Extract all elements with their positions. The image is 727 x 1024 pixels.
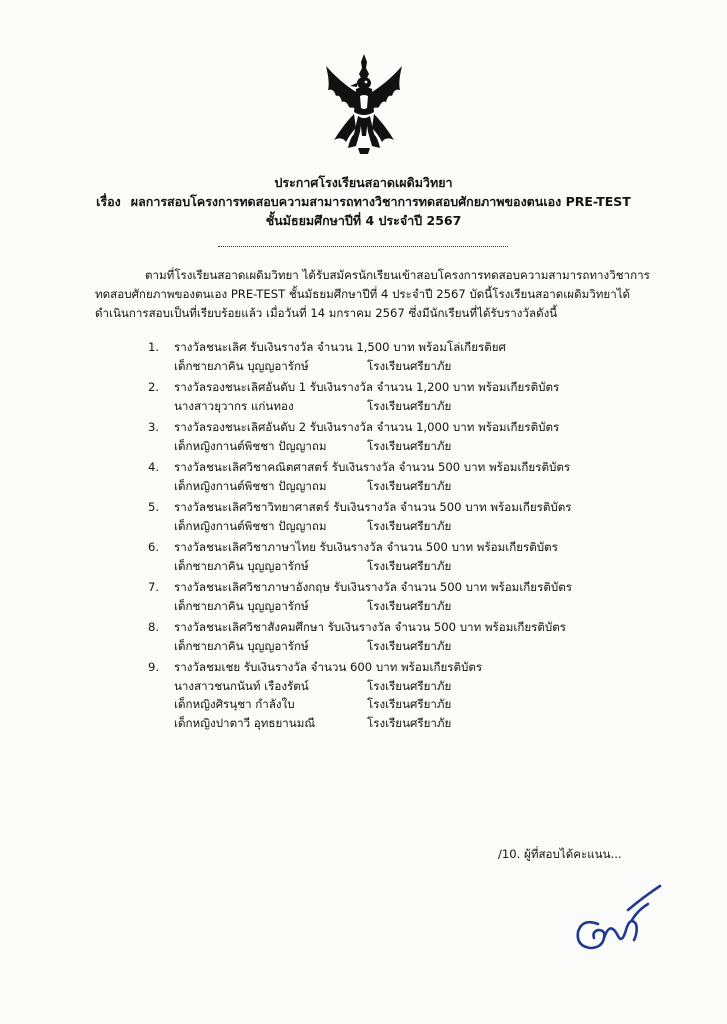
- winner-school: โรงเรียนศรียาภัย: [367, 715, 452, 730]
- award-item: [148, 538, 668, 575]
- winner-row: [148, 597, 668, 616]
- winner-name: เด็กชายภาคิน บุญญอารักษ์: [174, 358, 309, 373]
- winner-name: เด็กชายภาคิน บุญญอารักษ์: [174, 638, 309, 653]
- award-title: [148, 418, 668, 437]
- award-description: รางวัลชนะเลิศวิชาภาษาอังกฤษ รับเงินรางวัล จำนวน 500 บาท พร้อมเกียรติบัตร: [174, 580, 572, 594]
- award-description: รางวัลชมเชย รับเงินรางวัล จำนวน 600 บาท พร้อมเกียรติบัตร: [174, 660, 483, 674]
- award-number: 1.: [148, 340, 160, 354]
- award-description: รางวัลชนะเลิศวิชาคณิตศาสตร์ รับเงินรางวัล จำนวน 500 บาท พร้อมเกียรติบัตร: [174, 460, 571, 474]
- award-title: [148, 538, 668, 557]
- winner-name: เด็กหญิงปาตาวี อุทธยานมณี: [174, 715, 316, 730]
- winner-name: เด็กหญิงกานต์พิชชา ปัญญาถม: [174, 518, 327, 533]
- continuation-note: /10. ผู้ที่สอบได้คะแนน...: [498, 847, 622, 861]
- announcement-grade-year: ชั้นมัธยมศึกษาปีที่ 4 ประจำปี 2567: [265, 213, 462, 228]
- winner-name: เด็กหญิงกานต์พิชชา ปัญญาถม: [174, 478, 327, 493]
- award-number: 2.: [148, 380, 160, 394]
- winner-name: เด็กหญิงศิรนุชา กำลังใบ: [174, 697, 295, 711]
- award-number: 6.: [148, 540, 160, 554]
- award-number: 3.: [148, 420, 160, 434]
- intro-paragraph: [95, 266, 680, 323]
- subject-label: เรื่อง: [96, 194, 121, 209]
- winner-school: โรงเรียนศรียาภัย: [367, 398, 452, 413]
- winner-row: [148, 477, 668, 496]
- award-title: [148, 618, 668, 637]
- award-number: 4.: [148, 460, 160, 474]
- award-title: [148, 378, 668, 397]
- signature-icon: [568, 880, 668, 960]
- award-item: [148, 458, 668, 495]
- winner-row: [148, 695, 668, 714]
- subject-text: ผลการสอบโครงการทดสอบความสามารถทางวิชาการทดสอบศักยภาพของตนเอง PRE-TEST: [130, 194, 631, 209]
- award-item: [148, 658, 668, 732]
- winner-row: [148, 397, 668, 416]
- award-number: 5.: [148, 500, 160, 514]
- winner-row: [148, 557, 668, 576]
- intro-line: ตามที่โรงเรียนสอาดเผดิมวิทยา ได้รับสมัครนักเรียนเข้าสอบโครงการทดสอบความสามารถทางวิชาการ: [145, 268, 650, 282]
- winner-row: [148, 357, 668, 376]
- winner-row: [148, 714, 668, 733]
- award-item: [148, 378, 668, 415]
- announcement-title: ประกาศโรงเรียนสอาดเผดิมวิทยา: [274, 175, 453, 190]
- winner-name: นางสาวชนกนันท์ เรืองรัตน์: [174, 678, 309, 693]
- award-item: [148, 418, 668, 455]
- award-item: [148, 578, 668, 615]
- dotted-divider: [218, 246, 508, 247]
- winner-name: เด็กชายภาคิน บุญญอารักษ์: [174, 558, 309, 573]
- winner-school: โรงเรียนศรียาภัย: [367, 478, 452, 493]
- winner-school: โรงเรียนศรียาภัย: [367, 678, 452, 693]
- intro-line: ดำเนินการสอบเป็นที่เรียบร้อยแล้ว เมื่อวันที่ 14 มกราคม 2567 ซึ่งมีนักเรียนที่ได้รับรางวัลดังนี้: [95, 306, 558, 320]
- announcement-header: [0, 173, 727, 230]
- award-description: รางวัลชนะเลิศ รับเงินรางวัล จำนวน 1,500 บาท พร้อมโล่เกียรติยศ: [174, 340, 506, 354]
- awards-list: [148, 338, 668, 735]
- winner-school: โรงเรียนศรียาภัย: [367, 358, 452, 373]
- announcement-subject: [0, 192, 727, 211]
- award-number: 8.: [148, 620, 160, 634]
- winner-school: โรงเรียนศรียาภัย: [367, 518, 452, 533]
- winner-row: [148, 517, 668, 536]
- award-description: รางวัลรองชนะเลิศอันดับ 1 รับเงินรางวัล จำนวน 1,200 บาท พร้อมเกียรติบัตร: [174, 380, 560, 394]
- award-title: [148, 578, 668, 597]
- award-description: รางวัลชนะเลิศวิชาภาษาไทย รับเงินรางวัล จำนวน 500 บาท พร้อมเกียรติบัตร: [174, 540, 558, 554]
- winner-name: นางสาวยุวากร แก่นทอง: [174, 398, 294, 413]
- award-item: [148, 338, 668, 375]
- award-description: รางวัลชนะเลิศวิชาสังคมศึกษา รับเงินรางวัล จำนวน 500 บาท พร้อมเกียรติบัตร: [174, 620, 567, 634]
- award-number: 7.: [148, 580, 160, 594]
- garuda-emblem-icon: [322, 52, 406, 156]
- intro-line: ทดสอบศักยภาพของตนเอง PRE-TEST ชั้นมัธยมศึกษาปีที่ 4 ประจำปี 2567 บัดนี้โรงเรียนสอาดเผดิมวิทยาได้: [95, 287, 631, 301]
- winner-name: เด็กหญิงกานต์พิชชา ปัญญาถม: [174, 438, 327, 453]
- award-title: [148, 458, 668, 477]
- winner-school: โรงเรียนศรียาภัย: [367, 438, 452, 453]
- winner-school: โรงเรียนศรียาภัย: [367, 598, 452, 613]
- winner-school: โรงเรียนศรียาภัย: [367, 697, 452, 711]
- award-description: รางวัลชนะเลิศวิชาวิทยาศาสตร์ รับเงินรางวัล จำนวน 500 บาท พร้อมเกียรติบัตร: [174, 500, 572, 514]
- award-title: [148, 498, 668, 517]
- award-title: [148, 338, 668, 357]
- winner-school: โรงเรียนศรียาภัย: [367, 638, 452, 653]
- winner-row: [148, 637, 668, 656]
- award-description: รางวัลรองชนะเลิศอันดับ 2 รับเงินรางวัล จำนวน 1,000 บาท พร้อมเกียรติบัตร: [174, 420, 560, 434]
- award-item: [148, 498, 668, 535]
- winner-row: [148, 437, 668, 456]
- award-title: [148, 658, 668, 677]
- award-item: [148, 618, 668, 655]
- winner-name: เด็กชายภาคิน บุญญอารักษ์: [174, 598, 309, 613]
- winner-row: [148, 677, 668, 696]
- award-number: 9.: [148, 660, 160, 674]
- winner-school: โรงเรียนศรียาภัย: [367, 558, 452, 573]
